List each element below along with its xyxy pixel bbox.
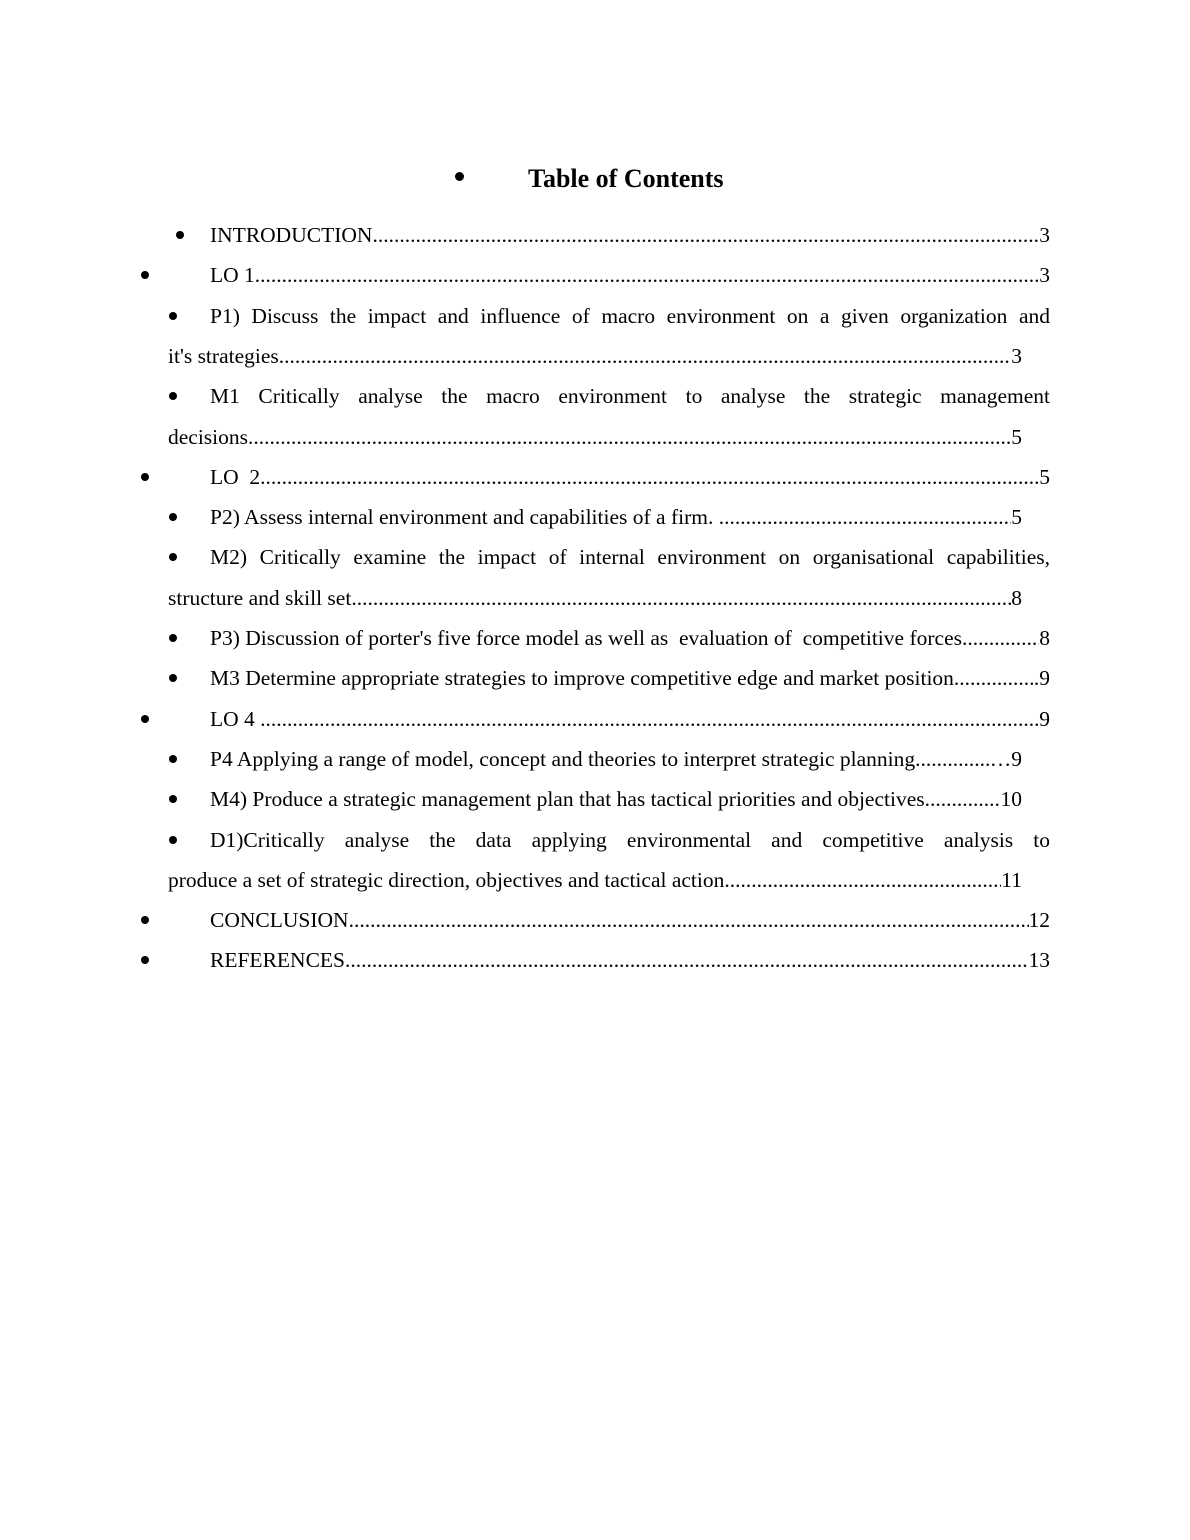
- bullet-icon: [169, 674, 177, 682]
- toc-entry-p1-continued[interactable]: [0, 336, 1190, 376]
- bullet-icon: [141, 715, 149, 723]
- bullet-icon: [169, 755, 177, 763]
- toc-entry-p3[interactable]: [0, 618, 1190, 658]
- bullet-icon: [169, 392, 177, 400]
- dot-leader: [719, 497, 1012, 537]
- bullet-icon: [141, 473, 149, 481]
- toc-entry-lo4[interactable]: [0, 699, 1190, 739]
- toc-entry-m1[interactable]: [0, 376, 1190, 416]
- toc-entry-m1-continued[interactable]: [0, 417, 1190, 457]
- toc-entry-p4[interactable]: [0, 739, 1190, 779]
- dot-leader: [260, 699, 1039, 739]
- toc-entry-m4[interactable]: [0, 779, 1190, 819]
- toc-page-number: 5: [1039, 465, 1050, 489]
- dot-leader: [345, 940, 1029, 980]
- toc-page-number: 11: [1001, 868, 1022, 892]
- toc-page-number: 5: [1011, 505, 1022, 529]
- toc-page-number: 3: [1011, 344, 1022, 368]
- toc-entry-label: M4) Produce a strategic management plan that has tactical priorities and objectives.: [210, 787, 930, 811]
- toc-entry-conclusion[interactable]: [0, 900, 1190, 940]
- toc-page-number: …9: [989, 747, 1022, 771]
- dot-leader: [255, 255, 1039, 295]
- bullet-icon: [169, 836, 177, 844]
- toc-entry-label: INTRODUCTION: [210, 223, 373, 247]
- bullet-icon: [141, 916, 149, 924]
- toc-entry-m2[interactable]: [0, 537, 1190, 577]
- bullet-icon: [169, 634, 177, 642]
- toc-entry-label-continued: it's strategies: [168, 344, 279, 368]
- toc-page-number: 3: [1039, 223, 1050, 247]
- bullet-icon: [455, 172, 464, 181]
- toc-entry-label: M2) Critically examine the impact of internal environment on organisational capabilities,: [210, 545, 1050, 569]
- dot-leader: [351, 578, 1011, 618]
- toc-entry-label: LO 2: [210, 465, 261, 489]
- toc-entry-label: P2) Assess internal environment and capabilities of a firm.: [210, 505, 719, 529]
- dot-leader: [724, 860, 1001, 900]
- dot-leader: [279, 336, 1011, 376]
- toc-entry-lo2[interactable]: [0, 457, 1190, 497]
- toc-entry-label: REFERENCES: [210, 948, 345, 972]
- toc-entry-label: LO 4: [210, 707, 261, 731]
- toc-page-number: 3: [1039, 263, 1050, 287]
- dot-leader: [372, 215, 1039, 255]
- toc-entry-label-continued: decisions: [168, 425, 249, 449]
- toc-page-number: 10: [1000, 787, 1022, 811]
- toc-entry-label: M1 Critically analyse the macro environment to analyse the strategic management: [210, 384, 1050, 408]
- bullet-icon: [169, 553, 177, 561]
- dot-leader: [349, 900, 1029, 940]
- toc-page-number: 8: [1039, 626, 1050, 650]
- toc-page-number: 12: [1028, 908, 1050, 932]
- dot-leader: [921, 739, 990, 779]
- toc-page-number: 9: [1039, 707, 1050, 731]
- toc-heading: [0, 161, 1190, 197]
- toc-title: Table of Contents: [528, 164, 724, 193]
- toc-page-number: 8: [1011, 586, 1022, 610]
- toc-entry-label: P1) Discuss the impact and influence of macro environment on a given organization and: [210, 304, 1050, 328]
- toc-page-number: 13: [1028, 948, 1050, 972]
- dot-leader: [248, 417, 1011, 457]
- toc-entry-label-continued: structure and skill set: [168, 586, 352, 610]
- toc-entry-lo1[interactable]: [0, 255, 1190, 295]
- toc-entry-label: D1)Critically analyse the data applying environmental and competitive analysis to: [210, 828, 1050, 852]
- toc-entry-label: P4 Applying a range of model, concept and theories to interpret strategic planning.: [210, 747, 921, 771]
- dot-leader: [260, 457, 1039, 497]
- toc-entry-introduction[interactable]: [0, 215, 1190, 255]
- dot-leader: [930, 779, 1001, 819]
- toc-entry-m3[interactable]: [0, 658, 1190, 698]
- toc-entry-label: M3 Determine appropriate strategies to improve competitive edge and market position..: [210, 666, 965, 690]
- toc-entry-label: LO 1: [210, 263, 255, 287]
- bullet-icon: [141, 271, 149, 279]
- bullet-icon: [176, 231, 184, 239]
- toc-entry-p2[interactable]: [0, 497, 1190, 537]
- toc-entry-p1[interactable]: [0, 296, 1190, 336]
- bullet-icon: [169, 513, 177, 521]
- toc-page-number: 5: [1011, 425, 1022, 449]
- toc-entry-references[interactable]: [0, 940, 1190, 980]
- toc-entry-d1-continued[interactable]: [0, 860, 1190, 900]
- toc-entry-label: CONCLUSION: [210, 908, 349, 932]
- dot-leader: [965, 658, 1034, 698]
- bullet-icon: [169, 312, 177, 320]
- bullet-icon: [141, 956, 149, 964]
- toc-entry-m2-continued[interactable]: [0, 578, 1190, 618]
- toc-page-number: .9: [1033, 666, 1050, 690]
- toc-entry-label: P3) Discussion of porter's five force model as well as evaluation of competitive forces: [210, 626, 962, 650]
- dot-leader: [962, 618, 1039, 658]
- toc-entry-label-continued: produce a set of strategic direction, objectives and tactical action: [168, 868, 725, 892]
- toc-entry-d1[interactable]: [0, 820, 1190, 860]
- bullet-icon: [169, 795, 177, 803]
